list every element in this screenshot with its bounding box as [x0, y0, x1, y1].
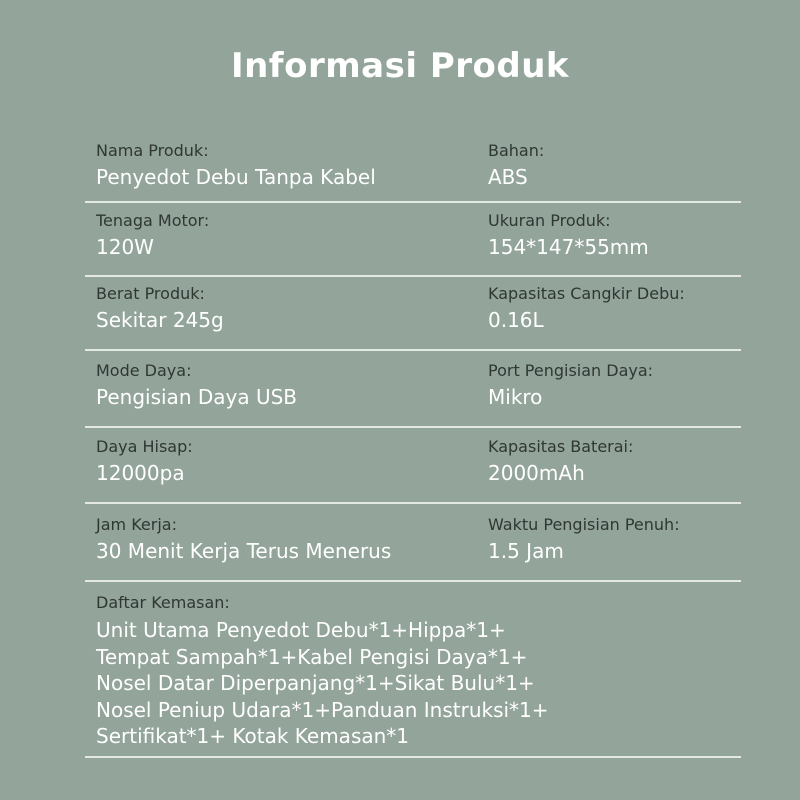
spec-item-working-time	[96, 515, 391, 564]
spec-item-power-mode	[96, 361, 297, 410]
spec-label: Jam Kerja:	[96, 515, 177, 534]
spec-value: 154*147*55mm	[488, 235, 649, 259]
spec-item-dust-cup	[488, 284, 685, 333]
spec-item-product-size	[488, 211, 649, 260]
spec-value: Mikro	[488, 385, 543, 409]
spec-label: Bahan:	[488, 141, 545, 160]
spec-label: Ukuran Produk:	[488, 211, 611, 230]
spec-label: Tenaga Motor:	[96, 211, 210, 230]
spec-value: Penyedot Debu Tanpa Kabel	[96, 165, 376, 189]
divider	[85, 349, 741, 351]
spec-item-charging-port	[488, 361, 653, 410]
spec-item-charging-time	[488, 515, 680, 564]
spec-label: Kapasitas Baterai:	[488, 437, 634, 456]
spec-item-material	[488, 141, 544, 190]
divider	[85, 201, 741, 203]
divider	[85, 502, 741, 504]
package-line: Tempat Sampah*1+Kabel Pengisi Daya*1+	[96, 644, 528, 669]
page-title: Informasi Produk	[230, 46, 570, 86]
spec-label: Berat Produk:	[96, 284, 205, 303]
spec-row	[85, 284, 741, 354]
spec-item-suction	[96, 437, 193, 486]
package-line: Unit Utama Penyedot Debu*1+Hippa*1+	[96, 618, 506, 642]
spec-value: 1.5 Jam	[488, 539, 564, 563]
spec-item-weight	[96, 284, 224, 333]
spec-label: Nama Produk:	[96, 141, 209, 160]
spec-label: Port Pengisian Daya:	[488, 361, 654, 380]
spec-row	[85, 515, 741, 585]
spec-value: 30 Menit Kerja Terus Menerus	[96, 539, 392, 563]
spec-value: Pengisian Daya USB	[96, 385, 298, 409]
spec-value: 12000pa	[96, 461, 185, 485]
spec-row	[85, 361, 741, 431]
spec-label: Waktu Pengisian Penuh:	[488, 515, 680, 534]
spec-label: Mode Daya:	[96, 361, 192, 380]
spec-value: Sekitar 245g	[96, 308, 224, 332]
package-line: Nosel Datar Diperpanjang*1+Sikat Bulu*1+	[96, 671, 535, 695]
divider	[85, 275, 741, 277]
spec-value: ABS	[488, 165, 528, 189]
spec-item-product-name	[96, 141, 376, 190]
package-label: Daftar Kemasan:	[96, 593, 230, 612]
spec-row	[85, 437, 741, 507]
spec-item-motor-power	[96, 211, 209, 260]
spec-label: Kapasitas Cangkir Debu:	[488, 284, 685, 303]
spec-item-battery	[488, 437, 633, 486]
divider	[85, 580, 741, 582]
package-line: Sertifikat*1+ Kotak Kemasan*1	[96, 724, 410, 748]
spec-row	[85, 211, 741, 281]
spec-value: 0.16L	[488, 308, 544, 332]
spec-value: 2000mAh	[488, 461, 585, 485]
package-list	[96, 593, 549, 750]
package-line: Nosel Peniup Udara*1+Panduan Instruksi*1+	[96, 697, 549, 722]
spec-label: Daya Hisap:	[96, 437, 193, 456]
divider	[85, 756, 741, 758]
spec-value: 120W	[96, 235, 154, 259]
divider	[85, 426, 741, 428]
